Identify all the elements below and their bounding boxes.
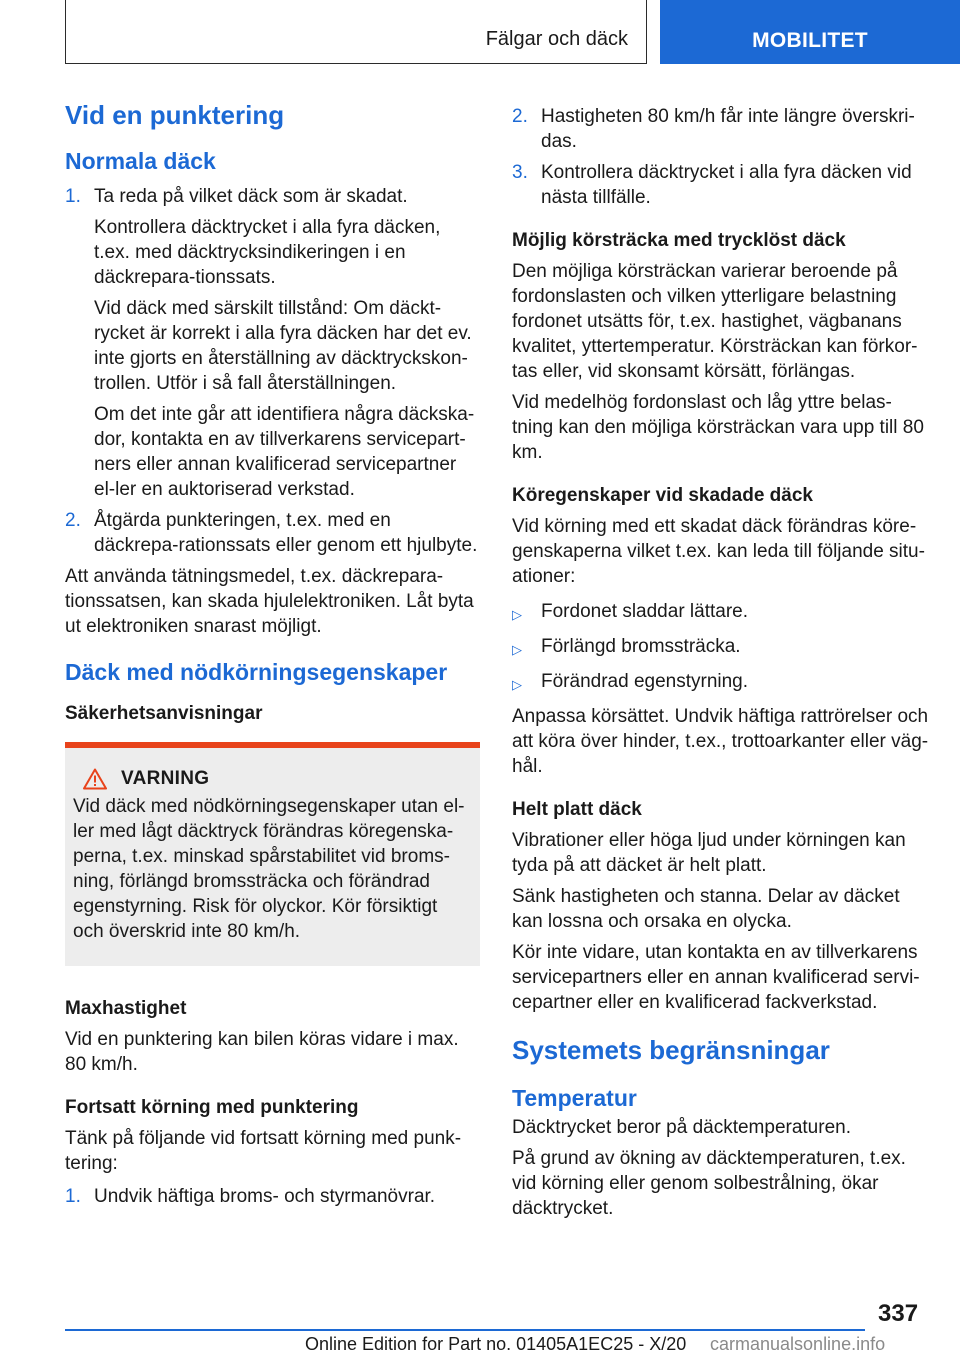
footer-divider xyxy=(65,1329,865,1331)
step-text: Kontrollera däcktrycket i alla fyra däcken vid nästa tillfälle. xyxy=(541,162,912,208)
warning-box xyxy=(65,742,480,966)
heading-range: Möjlig körsträcka med trycklöst däck xyxy=(512,230,846,251)
range-paragraph-2: Vid medelhög fordonslast och låg yttre belas-tning kan den möjliga körsträckan vara upp till 80 km. xyxy=(512,392,924,463)
step-subtext: Om det inte går att identifiera några däckska-dor, kontakta en av tillverkarens servicepart-ners eller annan kvalificerad servicepartner el-ler en auktoriserad verkstad. xyxy=(94,404,475,500)
warning-title: VARNING xyxy=(121,768,210,789)
continued-driving-text: Tänk på följande vid fortsatt körning med punk-tering: xyxy=(65,1128,462,1174)
sealant-paragraph: Att använda tätningsmedel, t.ex. däckrepara-tionssatsen, kan skada hjulelektroniken. Låt byta ut elektroniken snarast möjligt. xyxy=(65,566,474,637)
range-paragraph-1: Den möjliga körsträckan varierar beroende på fordonslasten och vilken ytterligare belastning fordonet utsätts för, t.ex. hastighet, vägbanans kvalitet, yttertemperatur. Körsträckan kan förkor-tas eller, vid skonsamt körsätt, förlängas. xyxy=(512,261,918,382)
bullet-text: Fordonet sladdar lättare. xyxy=(541,601,749,622)
step-text: Hastigheten 80 km/h får inte längre överskri-das. xyxy=(541,106,915,152)
chapter-tab: MOBILITET xyxy=(660,0,960,64)
step-text: Undvik häftiga broms- och styrmanövrar. xyxy=(94,1186,436,1207)
driving-paragraph: Vid körning med ett skadat däck förändras köre-genskaperna vilket t.ex. kan leda till följande situ-ationer: xyxy=(512,516,925,587)
heading-driving-properties: Köregenskaper vid skadade däck xyxy=(512,485,813,506)
header-section-box xyxy=(65,0,647,64)
warning-header xyxy=(83,768,472,790)
triangle-bullet-icon: ▷ xyxy=(512,642,522,657)
bullet-text: Förlängd bromssträcka. xyxy=(541,636,741,657)
list-item xyxy=(512,669,930,697)
warning-icon xyxy=(83,768,107,790)
step-text: Ta reda på vilket däck som är skadat. xyxy=(94,186,408,207)
list-item xyxy=(512,160,930,210)
step-subtext: Kontrollera däcktrycket i alla fyra däcken, t.ex. med däcktrycksindikeringen i en däckrepara-tionssats. xyxy=(94,217,441,288)
step-number: 2. xyxy=(65,510,81,531)
heading-continued-driving: Fortsatt körning med punktering xyxy=(65,1097,359,1118)
adapt-paragraph: Anpassa körsättet. Undvik häftiga rattrörelser och att köra över hinder, t.ex., trottoarkanter eller väg-hål. xyxy=(512,706,929,777)
list-item xyxy=(512,104,930,154)
heading-puncture: Vid en punktering xyxy=(65,100,285,130)
page-number: 337 xyxy=(878,1300,919,1327)
heading-temperature: Temperatur xyxy=(512,1085,637,1111)
heading-system-limits: Systemets begränsningar xyxy=(512,1035,830,1065)
max-speed-text: Vid en punktering kan bilen köras vidare i max. 80 km/h. xyxy=(65,1029,459,1075)
heading-runflat: Däck med nödkörningsegenskaper xyxy=(65,659,448,685)
heading-max-speed: Maxhastighet xyxy=(65,998,187,1019)
list-item xyxy=(65,1184,480,1209)
step-subtext: Vid däck med särskilt tillstånd: Om däckt-rycket är korrekt i alla fyra däcken har det ev. inte gjorts en återställning av däcktryckskon-trollen. Utför i så fall återställningen. xyxy=(94,298,472,394)
list-item xyxy=(512,599,930,627)
step-number: 1. xyxy=(65,1186,81,1207)
heading-normal-tyres: Normala däck xyxy=(65,148,216,174)
temperature-paragraph-2: På grund av ökning av däcktemperaturen, t.ex. vid körning eller genom solbestrålning, ökar däcktrycket. xyxy=(512,1148,906,1219)
warning-text: Vid däck med nödkörningsegenskaper utan el-ler med lågt däcktryck förändras köregenska-perna, t.ex. minskad spårstabilitet vid broms-ning, förlängd bromssträcka och förändrad egenstyrning. Risk för olyckor. Kör försiktigt och överskrid inte 80 km/h. xyxy=(73,796,465,942)
section-title: Fälgar och däck xyxy=(485,28,628,50)
footer-edition: Online Edition for Part no. 01405A1EC25 - X/20 xyxy=(305,1334,687,1354)
list-item xyxy=(65,184,480,209)
bullet-text: Förändrad egenstyrning. xyxy=(541,671,749,692)
step-number: 2. xyxy=(512,106,528,127)
heading-safety: Säkerhetsanvisningar xyxy=(65,703,263,724)
list-item xyxy=(512,634,930,662)
list-item xyxy=(65,508,480,558)
triangle-bullet-icon: ▷ xyxy=(512,677,522,692)
flat-paragraph-3: Kör inte vidare, utan kontakta en av tillverkarens servicepartners eller en annan kvalificerad servi-cepartner eller en kvalificerad fackverkstad. xyxy=(512,942,920,1013)
right-column xyxy=(512,104,930,1227)
watermark: carmanualsonline.info xyxy=(710,1334,886,1354)
step-text: Åtgärda punkteringen, t.ex. med en däckrepa-rationssats eller genom ett hjulbyte. xyxy=(94,510,478,556)
left-column xyxy=(65,98,480,1215)
step-number: 1. xyxy=(65,186,81,207)
flat-paragraph-1: Vibrationer eller höga ljud under körningen kan tyda på att däcket är helt platt. xyxy=(512,830,906,876)
heading-flat-tyre: Helt platt däck xyxy=(512,799,642,820)
step-number: 3. xyxy=(512,162,528,183)
triangle-bullet-icon: ▷ xyxy=(512,607,522,622)
temperature-paragraph-1: Däcktrycket beror på däcktemperaturen. xyxy=(512,1117,851,1138)
flat-paragraph-2: Sänk hastigheten och stanna. Delar av däcket kan lossna och orsaka en olycka. xyxy=(512,886,900,932)
